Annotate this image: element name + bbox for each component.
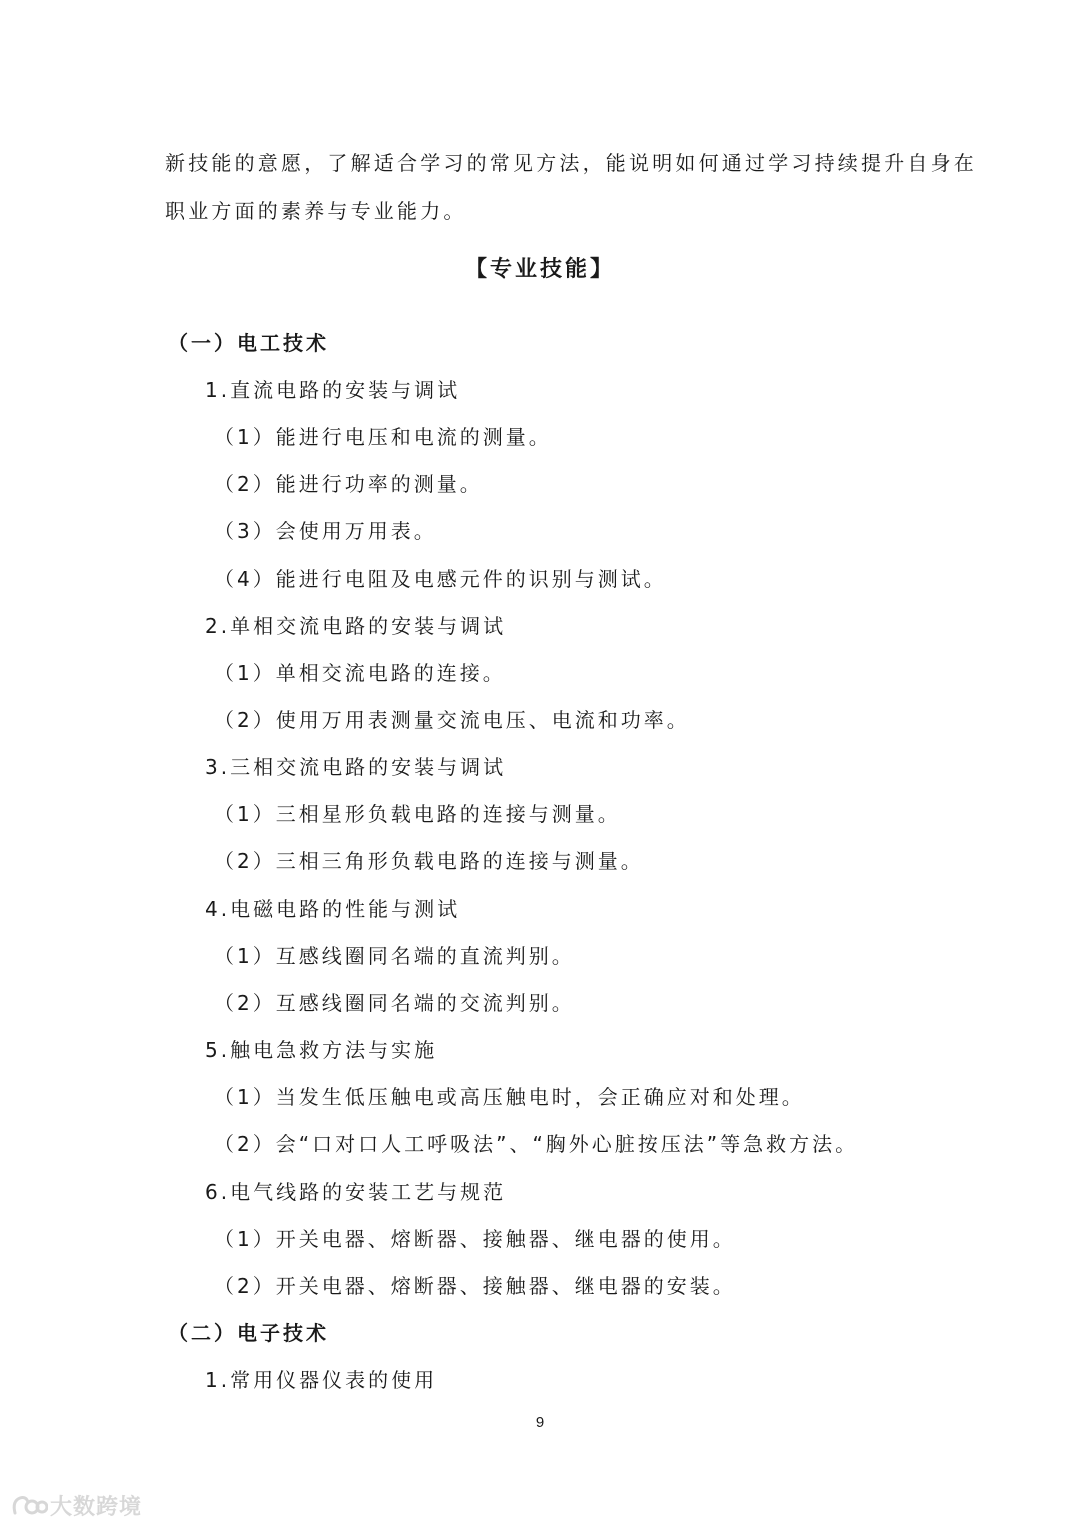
subsection-title: 6.电气线路的安装工艺与规范 [205, 1180, 507, 1204]
section-heading: （二）电子技术 [168, 1321, 329, 1345]
subsection-title: 4.电磁电路的性能与测试 [205, 897, 461, 921]
list-item: （1）三相星形负载电路的连接与测量。 [214, 802, 621, 826]
intro-line-2: 职业方面的素养与专业能力。 [165, 199, 467, 223]
list-item: （2）使用万用表测量交流电压、电流和功率。 [214, 708, 690, 732]
list-item: （1）当发生低压触电或高压触电时，会正确应对和处理。 [214, 1085, 805, 1109]
list-item: （2）能进行功率的测量。 [214, 472, 483, 496]
subsection-title: 3.三相交流电路的安装与调试 [205, 755, 507, 779]
list-item: （3）会使用万用表。 [214, 519, 437, 543]
subsection-title: 1.常用仪器仪表的使用 [205, 1368, 438, 1392]
watermark [10, 1490, 142, 1521]
list-item: （2）三相三角形负载电路的连接与测量。 [214, 849, 644, 873]
subsection-title: 1.直流电路的安装与调试 [205, 378, 461, 402]
list-item: （1）能进行电压和电流的测量。 [214, 425, 552, 449]
list-item: （1）单相交流电路的连接。 [214, 661, 506, 685]
page-number: 9 [535, 1414, 545, 1431]
subsection-title: 2.单相交流电路的安装与调试 [205, 614, 507, 638]
list-item: （1）开关电器、熔断器、接触器、继电器的使用。 [214, 1227, 736, 1251]
list-item: （4）能进行电阻及电感元件的识别与测试。 [214, 567, 667, 591]
section-heading: （一）电工技术 [168, 331, 329, 355]
list-item: （2）互感线圈同名端的交流判别。 [214, 991, 575, 1015]
list-item: （2）会“口对口人工呼吸法”、“胸外心脏按压法”等急救方法。 [214, 1132, 859, 1156]
intro-line-1: 新技能的意愿，了解适合学习的常见方法，能说明如何通过学习持续提升自身在 [165, 151, 977, 175]
watermark-text: 大数跨境 [50, 1495, 143, 1520]
list-item: （2）开关电器、熔断器、接触器、继电器的安装。 [214, 1274, 736, 1298]
list-item: （1）互感线圈同名端的直流判别。 [214, 944, 575, 968]
subsection-title: 5.触电急救方法与实施 [205, 1038, 438, 1062]
section-title: 【专业技能】 [464, 257, 615, 282]
brand-logo-icon [10, 1493, 48, 1519]
